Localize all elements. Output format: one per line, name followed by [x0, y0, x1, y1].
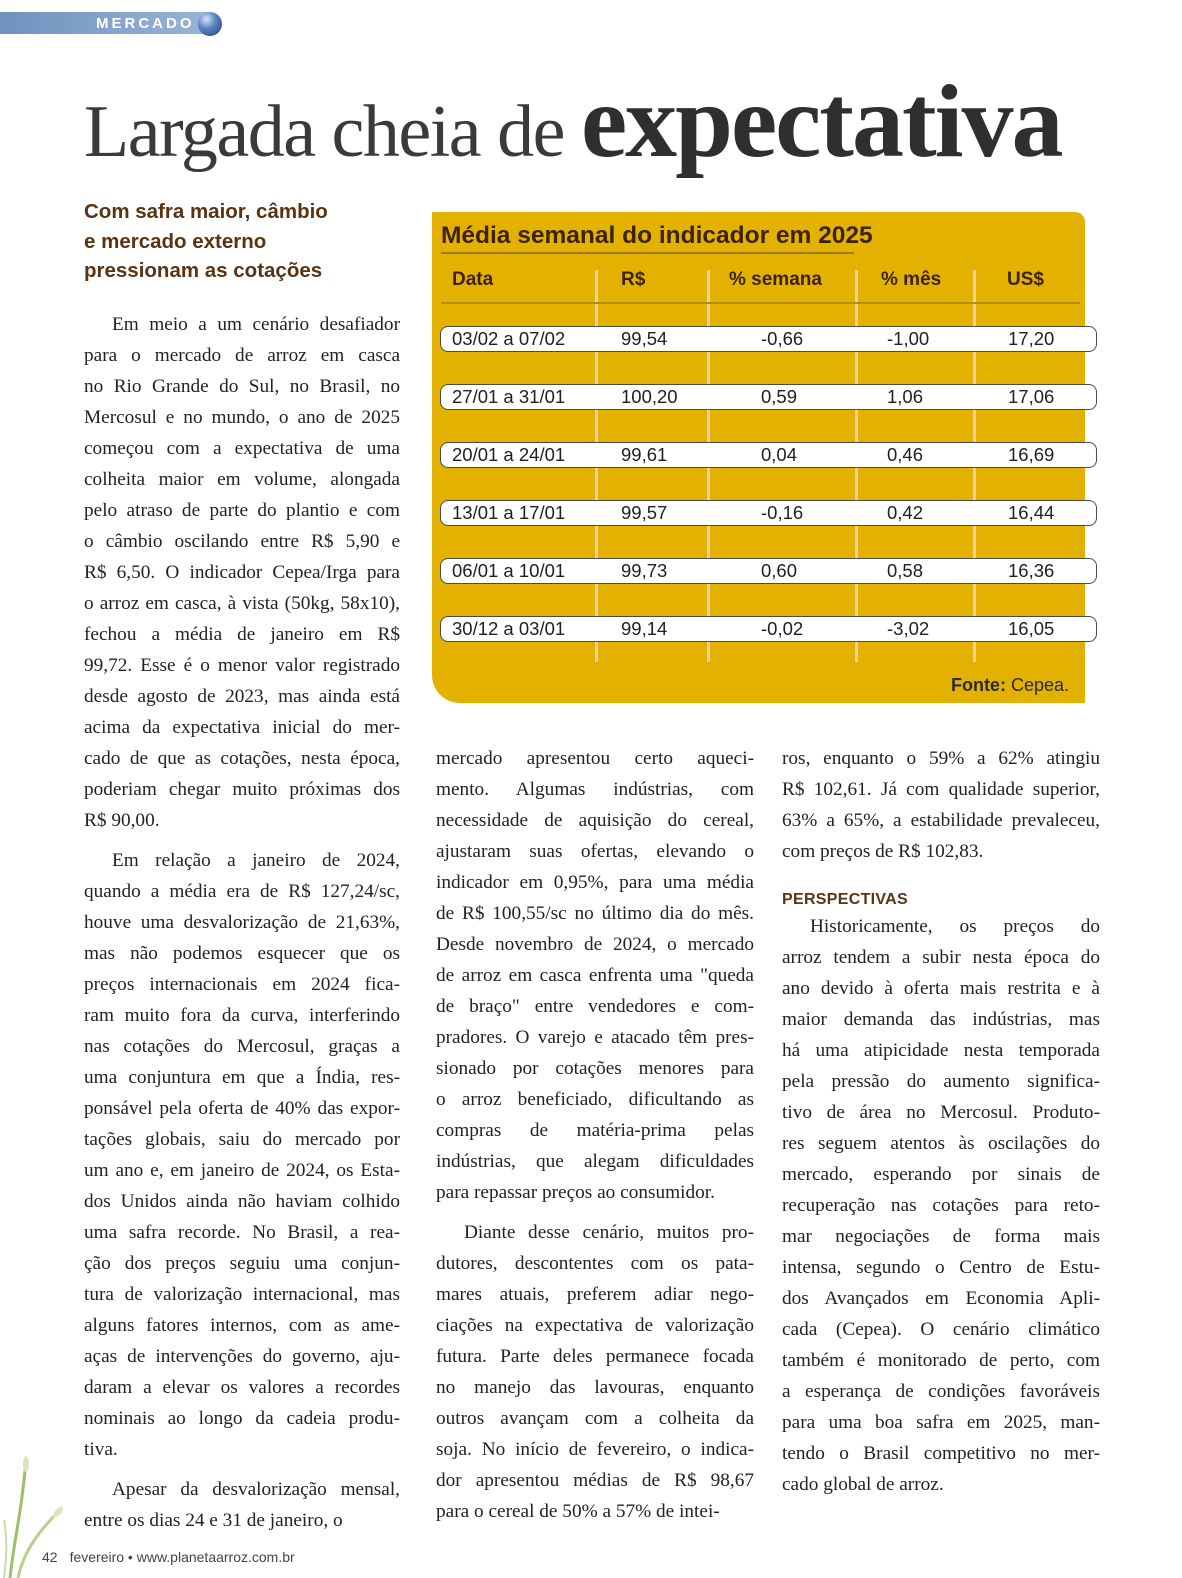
table-cell: 0,59: [761, 386, 798, 407]
text-line: Mercosul e no mundo, o ano de 2025: [84, 407, 400, 428]
text-line: no manejo das lavouras, enquanto: [436, 1377, 754, 1398]
text-line: fechou a média de janeiro em R$: [84, 624, 400, 645]
text-line: nas cotações do Mercosul, graças a: [84, 1036, 400, 1057]
text-line: ros, enquanto o 59% a 62% atingiu: [782, 748, 1100, 769]
text-line: maior demanda das indústrias, mas: [782, 1009, 1100, 1030]
text-line: com preços de R$ 102,83.: [782, 841, 984, 862]
text-line: de R$ 100,55/sc no último dia do mês.: [436, 903, 754, 924]
table-cell: 30/12 a 03/01: [452, 618, 566, 639]
text-line: Historicamente, os preços do: [810, 916, 1100, 937]
text-line: arroz tendem a subir nesta época do: [782, 947, 1100, 968]
globe-icon: [198, 12, 222, 36]
text-line: a esperança de condições favoráveis: [782, 1381, 1100, 1402]
text-line: um ano e, em janeiro de 2024, os Esta-: [84, 1160, 400, 1181]
table-cell: 0,42: [887, 502, 924, 523]
paragraph: [436, 1217, 754, 1527]
text-line: recuperação nas cotações para reto-: [782, 1195, 1100, 1216]
table-cell: 17,06: [1008, 386, 1055, 407]
text-line: ponsável pela oferta de 40% das expor-: [84, 1098, 400, 1119]
text-line: dos Avançados em Economia Apli-: [782, 1288, 1100, 1309]
table-cell: 13/01 a 17/01: [452, 502, 566, 523]
table-cell: 99,73: [621, 560, 668, 581]
text-line: colheita maior em volume, alongada: [84, 469, 400, 490]
text-line: Diante desse cenário, muitos pro-: [464, 1222, 754, 1243]
table-cell: 16,69: [1008, 444, 1055, 465]
source-label: Fonte:: [950, 675, 1006, 695]
paragraph: [782, 743, 1100, 867]
text-line: tivo de área no Mercosul. Produto-: [782, 1102, 1100, 1123]
text-line: pela pressão do aumento significa-: [782, 1071, 1100, 1092]
text-line: alguns fatores internos, com as ame-: [84, 1315, 400, 1336]
text-line: uma safra recorde. No Brasil, a rea-: [84, 1222, 400, 1243]
text-line: há uma atipicidade nesta temporada: [782, 1040, 1100, 1061]
source-value: Cepea.: [1010, 675, 1069, 695]
section-heading: PERSPECTIVAS: [782, 891, 908, 908]
text-line: ciações na expectativa de valorização: [436, 1315, 754, 1336]
table-header-usd: US$: [1007, 269, 1044, 290]
text-line: também é monitorado de perto, com: [782, 1350, 1100, 1371]
text-line: tendo o Brasil competitivo no mer-: [782, 1443, 1100, 1464]
table-cell: 16,36: [1008, 560, 1055, 581]
subtitle-line: pressionam as cotações: [84, 259, 323, 282]
text-line: preços internacionais em 2024 fica-: [84, 974, 400, 995]
text-line: mercado, esperando por sinais de: [782, 1164, 1100, 1185]
price-table-box: [432, 212, 1085, 703]
text-line: mas não podemos esquecer que os: [84, 943, 400, 964]
table-cell: 03/02 a 07/02: [452, 328, 566, 349]
text-line: de braço" entre vendedores e com-: [436, 996, 754, 1017]
text-line: R$ 90,00.: [84, 810, 160, 831]
text-line: tura de valorização internacional, mas: [84, 1284, 400, 1305]
text-line: cada (Cepea). O cenário climático: [782, 1319, 1100, 1340]
table-cell: 99,14: [621, 618, 668, 639]
text-line: pradores. O varejo e atacado têm pres-: [436, 1027, 754, 1048]
paragraph: [782, 911, 1100, 1500]
text-line: entre os dias 24 e 31 de janeiro, o: [84, 1510, 343, 1531]
text-line: o câmbio oscilando entre R$ 5,90 e: [84, 531, 400, 552]
text-line: de arroz em casca enfrenta uma "queda: [436, 965, 754, 986]
text-line: intensa, segundo o Centro de Estu-: [782, 1257, 1100, 1278]
text-line: tiva.: [84, 1439, 118, 1460]
text-line: desde agosto de 2023, mas ainda está: [84, 686, 400, 707]
body-column-1: [84, 309, 400, 1536]
text-line: outros avançam com a colheita da: [436, 1408, 754, 1429]
text-line: ano devido à oferta mais restrita e à: [782, 978, 1100, 999]
table-cell: 100,20: [621, 386, 678, 407]
headline: [84, 62, 1144, 192]
table-cell: 16,05: [1008, 618, 1055, 639]
text-line: tações globais, saiu do mercado por: [84, 1129, 400, 1150]
section-tag: [0, 12, 208, 34]
text-line: mento. Algumas indústrias, com: [436, 779, 754, 800]
text-line: ram muito fora da curva, interferindo: [84, 1005, 400, 1026]
text-line: o arroz em casca, à vista (50kg, 58x10),: [84, 593, 400, 614]
body-column-3: [782, 743, 1100, 1500]
headline-part2: expectativa: [580, 64, 1062, 179]
paragraph: [84, 309, 400, 836]
text-line: dutores, descontentes com os pata-: [436, 1253, 754, 1274]
text-line: futura. Parte deles permanece focada: [436, 1346, 754, 1367]
header-divider: [441, 302, 1080, 304]
table-cell: 99,54: [621, 328, 668, 349]
title-divider: [441, 252, 854, 254]
table-cell: 0,60: [761, 560, 798, 581]
text-line: sionado por cotações menores para: [436, 1058, 754, 1079]
text-line: soja. No início de fevereiro, o indica-: [436, 1439, 754, 1460]
page-footer: [42, 1549, 295, 1565]
table-cell: -0,66: [761, 328, 804, 349]
paragraph: [84, 845, 400, 1465]
footer-text: fevereiro • www.planetaarroz.com.br: [69, 1549, 295, 1565]
table-cell: -0,02: [761, 618, 804, 639]
text-line: nominais ao longo da cadeia produ-: [84, 1408, 400, 1429]
section-tag-label: MERCADO: [96, 15, 195, 32]
text-line: começou com a expectativa de uma: [84, 438, 400, 459]
text-line: ção dos preços seguiu uma conjun-: [84, 1253, 400, 1274]
table-title: Média semanal do indicador em 2025: [441, 222, 873, 249]
text-line: indicador em 0,95%, para uma média: [436, 872, 754, 893]
paragraph: [84, 1474, 400, 1536]
table-cell: 20/01 a 24/01: [452, 444, 566, 465]
table-cell: -1,00: [887, 328, 930, 349]
text-line: res seguem atentos às oscilações do: [782, 1133, 1100, 1154]
subtitle-line: e mercado externo: [84, 229, 267, 253]
page-number: 42: [42, 1549, 58, 1565]
text-line: Apesar da desvalorização mensal,: [112, 1479, 400, 1500]
table-cell: 1,06: [887, 386, 924, 407]
text-line: Em meio a um cenário desafiador: [112, 314, 400, 335]
subtitle: [84, 197, 384, 286]
table-cell: -3,02: [887, 618, 930, 639]
text-line: necessidade de aquisição do cereal,: [436, 810, 754, 831]
text-line: daram a elevar os valores a recordes: [84, 1377, 400, 1398]
text-line: acima da expectativa inicial do mer-: [84, 717, 400, 738]
text-line: 99,72. Esse é o menor valor registrado: [84, 655, 400, 676]
table-cell: 0,58: [887, 560, 924, 581]
text-line: ajustaram suas ofertas, elevando o: [436, 841, 754, 862]
text-line: quando a média era de R$ 127,24/sc,: [84, 881, 400, 902]
table-cell: 0,04: [761, 444, 798, 465]
text-line: dos Unidos ainda não haviam colhido: [84, 1191, 400, 1212]
text-line: cado global de arroz.: [782, 1474, 944, 1495]
text-line: para uma boa safra em 2025, man-: [782, 1412, 1100, 1433]
text-line: mercado apresentou certo aqueci-: [436, 748, 754, 769]
text-line: compras de matéria-prima pelas: [436, 1120, 754, 1141]
table-cell: 17,20: [1008, 328, 1055, 349]
text-line: cado de que as cotações, nesta época,: [84, 748, 400, 769]
text-line: uma conjuntura em que a Índia, res-: [84, 1067, 400, 1088]
table-header-brl: R$: [621, 269, 646, 290]
headline-part1: Largada cheia de: [84, 91, 581, 173]
table-header-week: % semana: [729, 269, 822, 290]
table-source: [951, 675, 1069, 696]
text-line: indústrias, que alegam dificuldades: [436, 1151, 754, 1172]
table-cell: -0,16: [761, 502, 804, 523]
text-line: para o cereal de 50% a 57% de intei-: [436, 1501, 720, 1522]
text-line: poderiam chegar muito próximas dos: [84, 779, 400, 800]
table-cell: 99,57: [621, 502, 668, 523]
text-line: para repassar preços ao consumidor.: [436, 1182, 715, 1203]
table-cell: 16,44: [1008, 502, 1055, 523]
text-line: 63% a 65%, a estabilidade prevaleceu,: [782, 810, 1100, 831]
text-line: R$ 102,61. Já com qualidade superior,: [782, 779, 1100, 800]
text-line: R$ 6,50. O indicador Cepea/Irga para: [84, 562, 400, 583]
text-line: no Rio Grande do Sul, no Brasil, no: [84, 376, 400, 397]
body-column-2: [436, 743, 754, 1527]
text-line: Desde novembro de 2024, o mercado: [436, 934, 754, 955]
text-line: mares atuais, preferem adiar nego-: [436, 1284, 754, 1305]
paragraph: [436, 743, 754, 1208]
text-line: o arroz beneficiado, dificultando as: [436, 1089, 754, 1110]
text-line: dor apresentou médias de R$ 98,67: [436, 1470, 754, 1491]
table-cell: 0,46: [887, 444, 924, 465]
table-header-month: % mês: [881, 269, 942, 290]
table-cell: 99,61: [621, 444, 668, 465]
table-cell: 27/01 a 31/01: [452, 386, 566, 407]
text-line: Em relação a janeiro de 2024,: [112, 850, 400, 871]
text-line: mar negociações de forma mais: [782, 1226, 1100, 1247]
subtitle-line: Com safra maior, câmbio: [84, 200, 328, 223]
text-line: pelo atraso de parte do plantio e com: [84, 500, 400, 521]
text-line: aças de intervenções do governo, aju-: [84, 1346, 400, 1367]
table-cell: 06/01 a 10/01: [452, 560, 566, 581]
text-line: para o mercado de arroz em casca: [84, 345, 400, 366]
table-header-data: Data: [452, 269, 494, 290]
text-line: houve uma desvalorização de 21,63%,: [84, 912, 400, 933]
